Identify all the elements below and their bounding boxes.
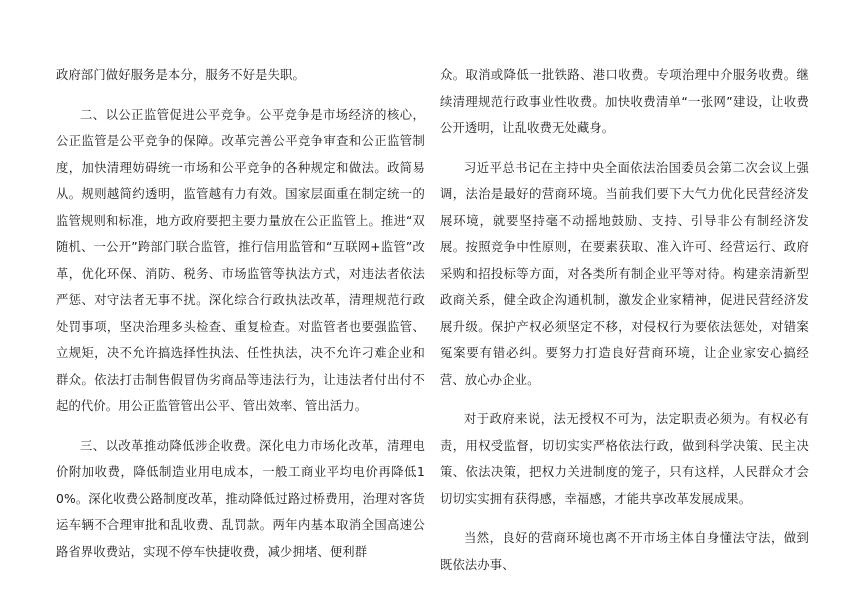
paragraph-gap — [56, 89, 425, 102]
paragraph-gap — [440, 393, 809, 406]
paragraph-gap — [56, 420, 425, 433]
paragraph-gap — [440, 142, 809, 155]
paragraph-gap — [440, 512, 809, 525]
paragraph-fair-regulation: 二、以公正监管促进公平竞争。公平竞争是市场经济的核心，公正监管是公平竞争的保障。改革完善公平竞争审查和公正监管制度，加快清理妨碍统一市场和公平竞争的各种规定和做法。政简易从。规则越简约透明，监管越有力有效。国家层面重在制定统一的监管规则和标准，地方政府要把主要力量放在公正监管上。推进“双随机、一公开”跨部门联合监管，推行信用监管和“互联网+监管”改革，优化环保、消防、税务、市场监管等执法方式，对违法者依法严惩、对守法者无事不扰。深化综合行政执法改革，清理规范行政处罚事项，坚决治理多头检查、重复检查。对监管者也要强监管、立规矩，决不允许搞选择性执法、任性执法，决不允许刁难企业和群众。依法打击制售假冒伪劣商品等违法行为，让违法者付出付不起的代价。用公正监管管出公平、管出效率、管出活力。 — [56, 107, 425, 413]
left-column — [56, 62, 425, 565]
paragraph-rule-of-law: 习近平总书记在主持中央全面依法治国委员会第二次会议上强调，法治是最好的营商环境。当前我们要下大气力优化民营经济发展环境，就要坚持毫不动摇地鼓励、支持、引导非公有制经济发展。按照竞争中性原则，在要素获取、准入许可、经营运行、政府采购和招投标等方面，对各类所有制企业平等对待。构建亲清新型政商关系，健全政企沟通机制，激发企业家精神，促进民营经济发展升级。保护产权必须坚定不移，对侵权行为要依法惩处，对错案冤案要有错必纠。要努力打造良好营商环境，让企业家安心搞经营、放心办企业。 — [440, 160, 809, 387]
right-column — [440, 62, 809, 578]
paragraph-fee-reduction: 三、以改革推动降低涉企收费。深化电力市场化改革，清理电价附加收费，降低制造业用电成本，一般工商业平均电价再降低10%。深化收费公路制度改革，推动降低过路过桥费用，治理对客货运车辆不合理审批和乱收费、乱罚款。两年内基本取消全国高速公路省界收费站，实现不停车快捷收费，减少拥堵、便利群 — [56, 438, 425, 559]
paragraph-government-duty: 对于政府来说，法无授权不可为，法定职责必须为。有权必有责，用权受监督，切切实实严格依法行政，做到科学决策、民主决策、依法决策，把权力关进制度的笼子，只有这样，人民群众才会切切实实拥有获得感，幸福感，才能共享改革发展成果。 — [440, 412, 809, 506]
paragraph-fee-reduction-tail: 众。取消或降低一批铁路、港口收费。专项治理中介服务收费。继续清理规范行政事业性收费。加快收费清单“一张网”建设，让收费公开透明，让乱收费无处藏身。 — [440, 68, 809, 135]
paragraph-market-entities: 当然，良好的营商环境也离不开市场主体自身懂法守法，做到既依法办事、 — [440, 531, 809, 572]
paragraph-intro-tail: 政府部门做好服务是本分，服务不好是失职。 — [56, 68, 305, 82]
